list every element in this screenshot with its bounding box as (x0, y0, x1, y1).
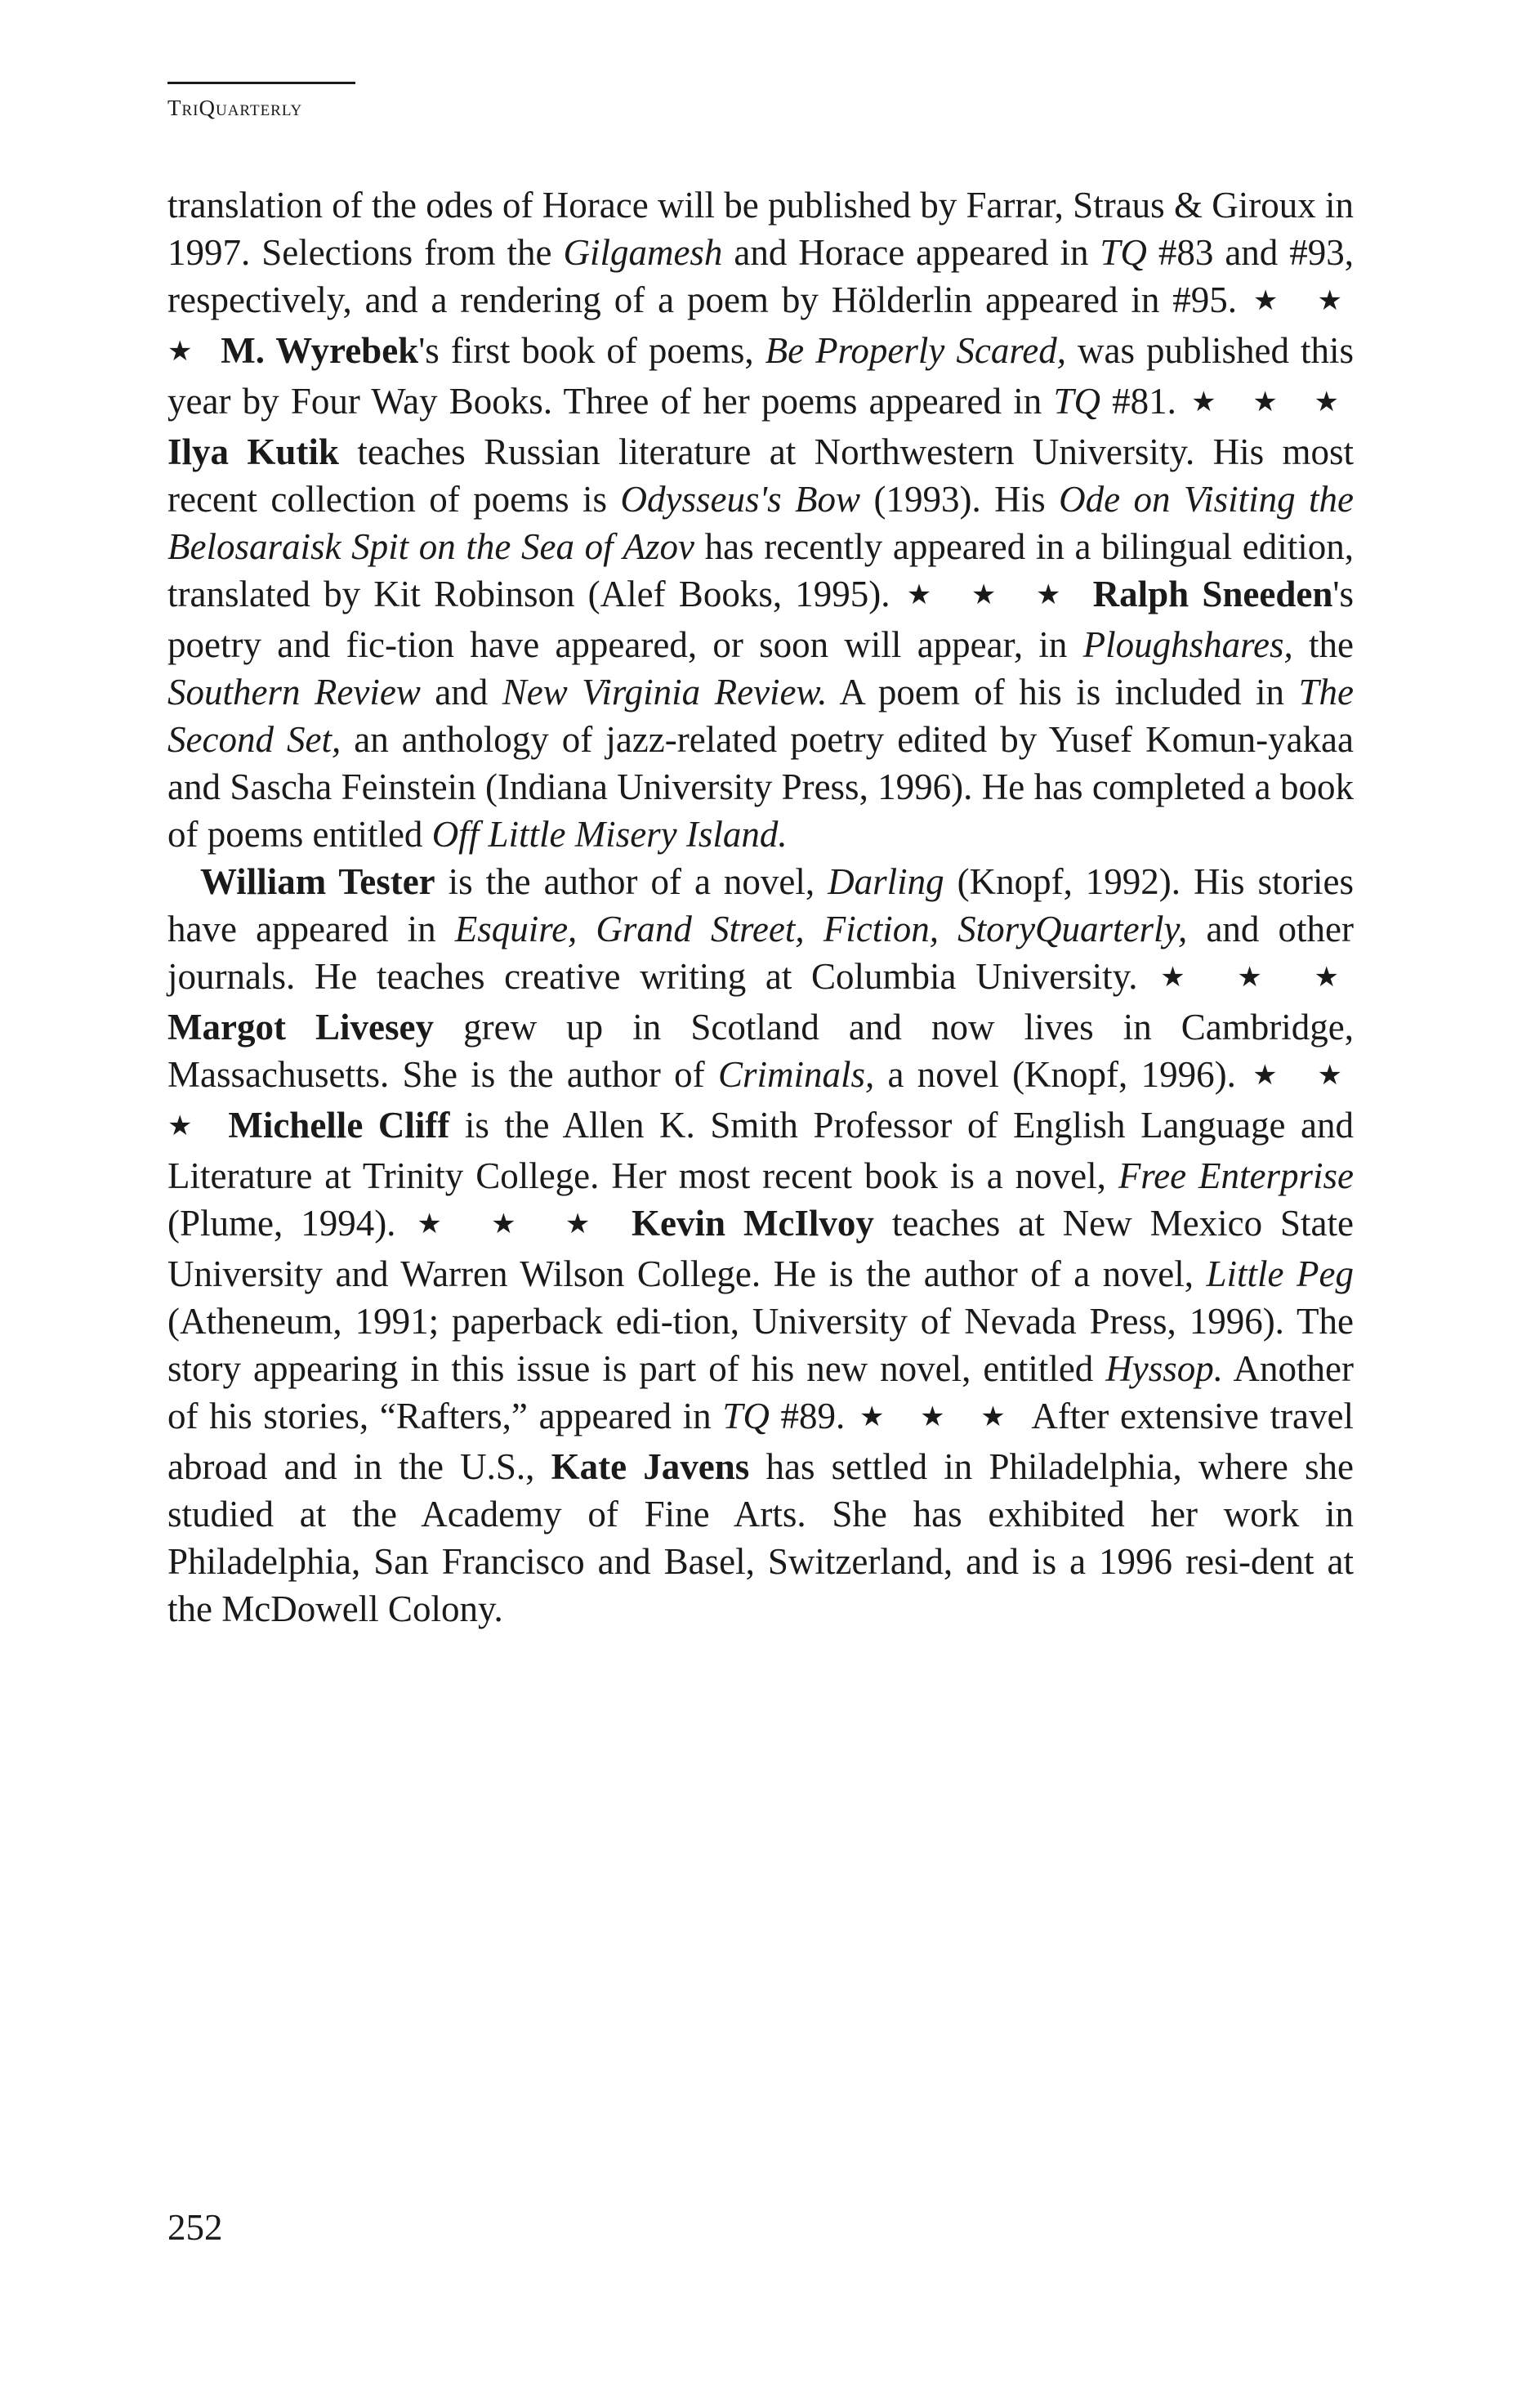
text-segment: a novel (Knopf, 1996). (874, 1054, 1250, 1095)
contributor-name: Margot Livesey (167, 1007, 435, 1048)
text-segment: teaches Russian literature at Northwestern University. His most recent collection of poems is (167, 431, 1354, 520)
text-segment: (Knopf, 1992). His stories have appeared in (167, 861, 1354, 949)
text-segment: After extensive travel abroad and in the U.S., (167, 1396, 1355, 1487)
star-separator: ★ ★ ★ (167, 1059, 1354, 1142)
italic-title: Little Peg (1206, 1253, 1354, 1294)
contributor-name: Ilya Kutik (167, 431, 339, 472)
italic-title: Hyssop. (1105, 1348, 1224, 1389)
star-separator: ★ ★ ★ (1191, 386, 1351, 418)
italic-title: Free Enterprise (1118, 1155, 1354, 1196)
text-segment: #81. (1100, 381, 1189, 422)
page-number: 252 (167, 2207, 223, 2248)
text-segment: (Atheneum, 1991; paperback edi-tion, University of Nevada Press, 1996). The story appearing in this issue is part of his new novel, entitled (167, 1301, 1354, 1389)
header-rule (167, 82, 355, 84)
contributor-name: Kate Javens (551, 1446, 750, 1487)
italic-title: TQ (1100, 232, 1147, 273)
paragraph-1 (167, 181, 1354, 858)
italic-title: Gilgamesh (563, 232, 723, 273)
text-segment: teaches at New Mexico State University and Warren Wilson College. He is the author of a novel, (167, 1203, 1355, 1294)
text-segment: grew up in Scotland and now lives in Cambridge, Massachusetts. She is the author of (167, 1007, 1354, 1095)
italic-title: TQ (722, 1396, 770, 1436)
italic-title: Off Little Misery Island. (431, 814, 788, 855)
contributor-notes (167, 181, 1354, 1633)
italic-title: Southern Review (167, 672, 421, 713)
text-segment: #89. (769, 1396, 856, 1436)
text-segment: 's poetry and fic-tion have appeared, or soon will appear, in (167, 574, 1354, 665)
text-segment: is the author of a novel, (435, 861, 828, 902)
text-segment: 's first book of poems, (418, 330, 765, 371)
text-segment: has recently appeared in a bilingual edition, translated by Kit Robinson (Alef Books, 1995). (167, 526, 1355, 614)
text-segment: translation of the odes of Horace will be published by Farrar, Straus & Giroux in 1997. Selections from the (167, 185, 1354, 273)
paragraph-2 (167, 858, 1354, 1633)
italic-title: Be Properly Scared, (765, 330, 1066, 371)
text-segment: and (420, 672, 502, 713)
text-segment: an anthology of jazz-related poetry edited by Yusef Komun-yakaa and Sascha Feinstein (Indiana University Press, 1996). He has completed a book of poems entitled (167, 719, 1354, 855)
contributor-name: Ralph Sneeden (1092, 574, 1333, 614)
italic-title: Odysseus's Bow (620, 479, 861, 520)
star-separator: ★ ★ ★ (167, 284, 1354, 368)
running-head (167, 82, 355, 121)
italic-title: The Second Set, (167, 672, 1354, 760)
italic-title: TQ (1053, 381, 1100, 422)
text-segment: Another of his stories, “Rafters,” appeared in (167, 1348, 1354, 1436)
star-separator: ★ ★ ★ (1160, 961, 1350, 994)
contributor-name: Kevin McIlvoy (631, 1203, 874, 1244)
text-segment: has settled in Philadelphia, where she studied at the Academy of Fine Arts. She has exhibited her work in Philadelphia, San Francisco and Basel, Switzerland, and is a 1996 resi-dent at the McDowell Colony. (167, 1446, 1354, 1629)
text-segment: A poem of his is included in (827, 672, 1299, 713)
text-segment: is the Allen K. Smith Professor of English Language and Literature at Trinity College. Her most recent book is a novel, (167, 1105, 1355, 1196)
italic-title: Ploughshares, (1082, 624, 1293, 665)
italic-title: Esquire, Grand Street, Fiction, StoryQuarterly, (454, 909, 1188, 949)
text-segment: (1993). His (860, 479, 1060, 520)
italic-title: New Virginia Review. (502, 672, 828, 713)
contributor-name: Michelle Cliff (228, 1105, 450, 1146)
italic-title: Ode on Visiting the Belosaraisk Spit on the Sea of Azov (167, 479, 1355, 567)
text-segment: #83 and #93, respectively, and a rendering of a poem by Hölderlin appeared in #95. (167, 232, 1354, 320)
text-segment: and Horace appeared in (722, 232, 1100, 273)
contributor-name: William Tester (200, 861, 435, 902)
text-segment: and other journals. He teaches creative writing at Columbia University. (167, 909, 1355, 997)
text-segment: was published this year by Four Way Books. Three of her poems appeared in (167, 330, 1354, 422)
star-separator: ★ ★ ★ (417, 1208, 611, 1240)
text-segment: (Plume, 1994). (167, 1203, 414, 1244)
contributor-name: M. Wyrebek (221, 330, 419, 371)
italic-title: Darling (828, 861, 944, 902)
italic-title: Criminals, (717, 1054, 875, 1095)
star-separator: ★ ★ ★ (906, 579, 1077, 611)
text-segment: the (1292, 624, 1354, 665)
journal-title: TriQuarterly (167, 96, 303, 120)
star-separator: ★ ★ ★ (859, 1401, 1020, 1433)
